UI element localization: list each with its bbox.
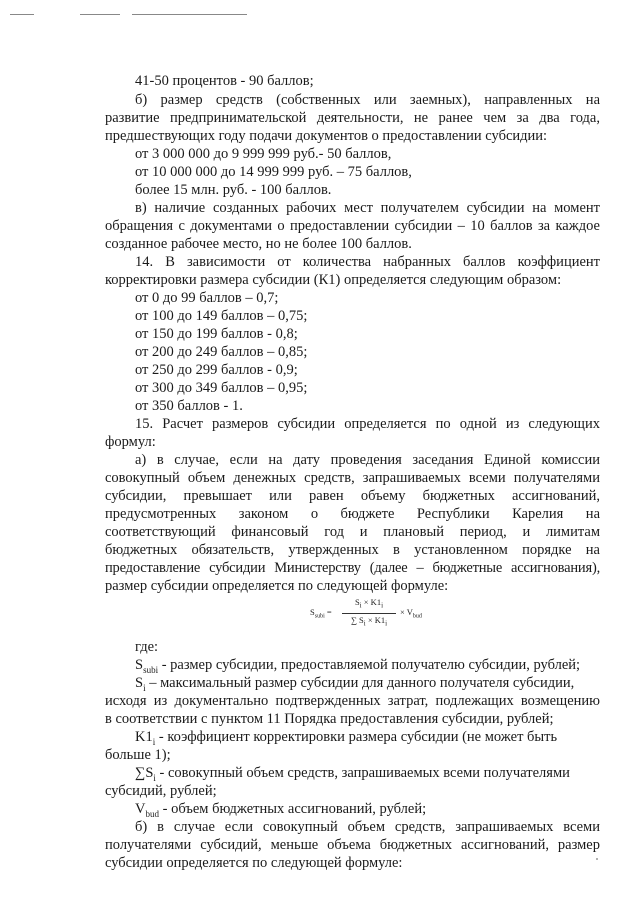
definition-line: $S_i$ – максимальный размер субсидии для данного получателя субсидии, <box>135 675 575 693</box>
definition-line: $V_{bud}$ - объем бюджетных ассигнований, рублей; <box>135 801 427 819</box>
text-line: 14. В зависимости от количества набранных баллов коэффициент <box>135 254 600 270</box>
text-line: больше 1); <box>105 747 171 763</box>
text-line: от 0 до 99 баллов – 0,7; <box>135 290 279 306</box>
text-line: в) наличие созданных рабочих мест получателем субсидии на момент <box>135 200 600 216</box>
text-line: развитие предпринимательской деятельности, не ранее чем за два года, <box>105 110 600 126</box>
text-line: 15. Расчет размеров субсидии определяется по одной из следующих <box>135 416 600 432</box>
text-line: б) в случае если совокупный объем средств, запрашиваемых всеми <box>135 819 600 835</box>
formula-lhs: $S_{subi}$ = <box>310 607 332 620</box>
formula-rhs: × $V_{bud}$ <box>400 607 422 620</box>
definition-line: $S_{subi}$ - размер субсидии, предоставляемой получателю субсидии, рублей; <box>135 657 581 675</box>
formula-numerator: $S_i \times K1_i$ <box>342 597 396 614</box>
text-line: а) в случае, если на дату проведения заседания Единой комиссии <box>135 452 600 468</box>
text-line: субсидий, рублей; <box>105 783 217 799</box>
text-line: от 250 до 299 баллов - 0,9; <box>135 362 298 378</box>
definition-line: $\sum S_i$ - совокупный объем средств, запрашиваемых всеми получателями <box>135 765 570 783</box>
text-line: получателями субсидий, меньше объема бюджетных ассигнований, размер <box>105 837 600 853</box>
text-line: исходя из документально подтвержденных затрат, подлежащих возмещению <box>105 693 600 709</box>
text-line: от 350 баллов - 1. <box>135 398 243 414</box>
text-line: от 100 до 149 баллов – 0,75; <box>135 308 308 324</box>
text-line: корректировки размера субсидии (К1) определяется следующим образом: <box>105 272 562 288</box>
text-line: субсидии определяется по следующей формуле: <box>105 855 403 871</box>
text-line: предусмотренных законом о бюджете Республики Карелия на <box>105 506 600 522</box>
header-rule-right <box>132 14 247 15</box>
text-line: в соответствии с пунктом 11 Порядка предоставления субсидии, рублей; <box>105 711 554 727</box>
text-line: от 3 000 000 до 9 999 999 руб.- 50 баллов, <box>135 146 392 162</box>
text-line: предшествующих году подачи документов о предоставлении субсидии: <box>105 128 548 144</box>
text-line: где: <box>135 639 159 655</box>
text-line: размер субсидии определяется по следующей формуле: <box>105 578 449 594</box>
text-line: от 10 000 000 до 14 999 999 руб. – 75 баллов, <box>135 164 412 180</box>
formula-fraction <box>342 597 396 629</box>
definition-line: $K1_i$ - коэффициент корректировки размера субсидии (не может быть <box>135 729 558 747</box>
text-line: от 300 до 349 баллов – 0,95; <box>135 380 308 396</box>
header-rule-mid <box>80 14 120 15</box>
text-line: созданное рабочее место, но не более 100 баллов. <box>105 236 412 252</box>
subsidy-formula-a <box>310 597 490 627</box>
text-line: обращения с документами о предоставлении субсидии – 10 баллов за каждое <box>105 218 600 234</box>
text-line: от 200 до 249 баллов – 0,85; <box>135 344 308 360</box>
formula-denominator: ∑ $S_i \times K1_i$ <box>350 614 388 628</box>
text-line: субсидии, превышает или равен объему бюджетных ассигнований, <box>105 488 600 504</box>
text-line: более 15 млн. руб. - 100 баллов. <box>135 182 332 198</box>
text-line: совокупный объем денежных средств, запрашиваемых всеми получателями <box>105 470 600 486</box>
text-line: формул: <box>105 434 156 450</box>
header-rule-left <box>10 14 34 15</box>
text-line: 41-50 процентов - 90 баллов; <box>135 73 314 89</box>
scan-speck <box>596 858 598 860</box>
text-line: б) размер средств (собственных или заемных), направленных на <box>135 92 600 108</box>
text-line: от 150 до 199 баллов - 0,8; <box>135 326 298 342</box>
text-line: соответствующий финансовый год и плановый период, и лимитам <box>105 524 600 540</box>
text-line: предоставление субсидии Министерству (далее – бюджетные ассигнования), <box>105 560 600 576</box>
text-line: бюджетных обязательств, утвержденных в установленном порядке на <box>105 542 600 558</box>
